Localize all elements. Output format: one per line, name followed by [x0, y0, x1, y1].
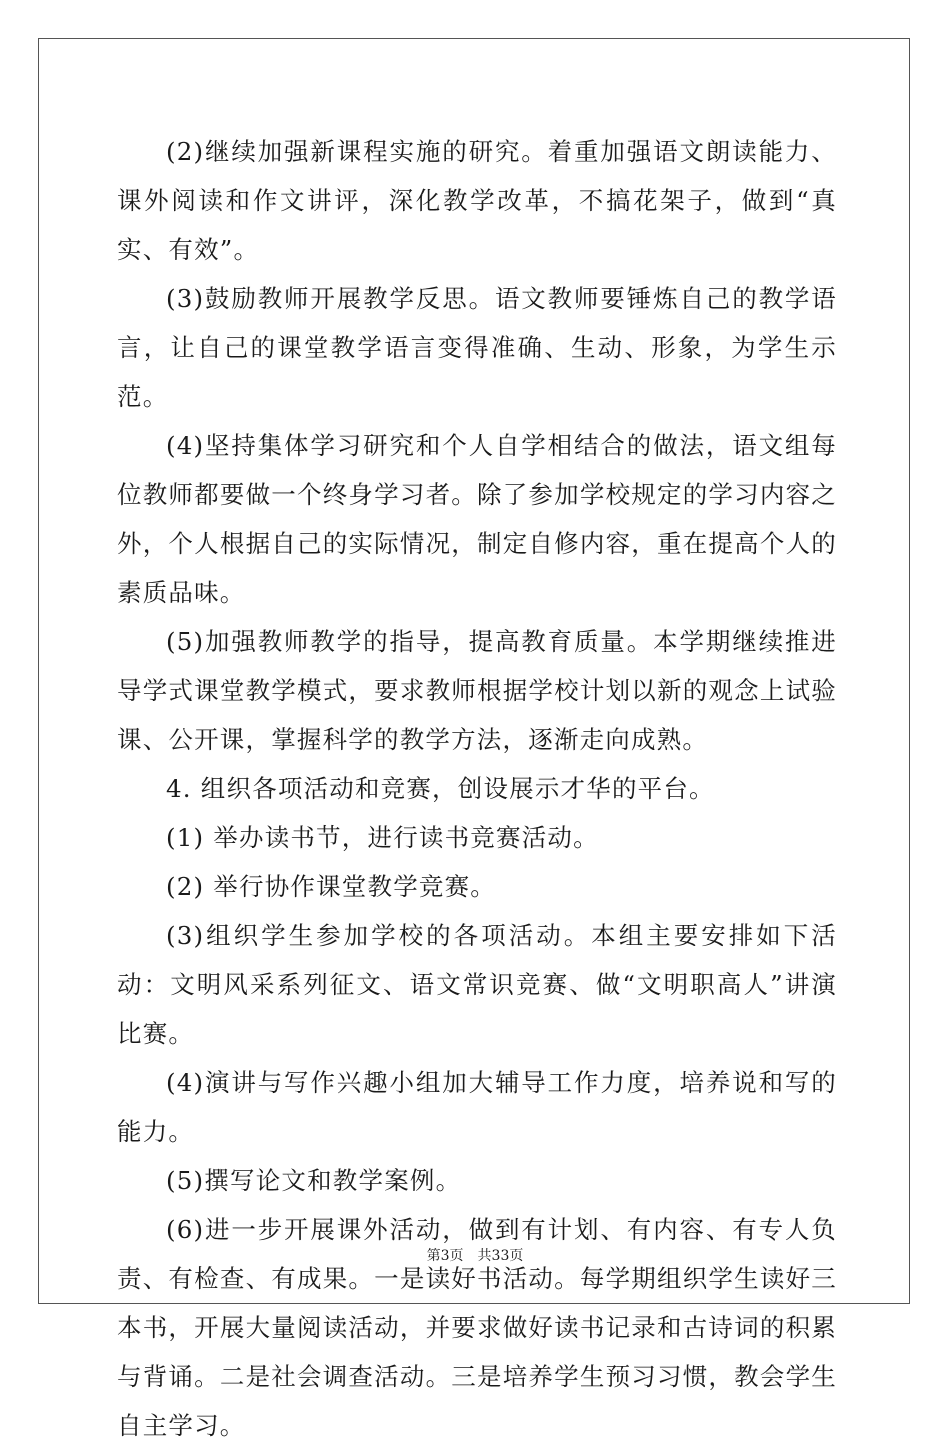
paragraph-item-2-research: (2)继续加强新课程实施的研究。着重加强语文朗读能力、课外阅读和作文讲评，深化教学改革，不搞花架子，做到“真实、有效”。: [117, 137, 837, 264]
paragraph-activity-2: (2) 举行协作课堂教学竞赛。: [166, 872, 496, 901]
page-footer: [0, 1246, 950, 1266]
paragraph-activity-4: (4)演讲与写作兴趣小组加大辅导工作力度，培养说和写的能力。: [117, 1068, 837, 1146]
paragraph-item-5-guidance: (5)加强教师教学的指导，提高教育质量。本学期继续推进导学式课堂教学模式，要求教师根据学校计划以新的观念上试验课、公开课，掌握科学的教学方法，逐渐走向成熟。: [117, 627, 837, 754]
paragraph-item-3-reflection: (3)鼓励教师开展教学反思。语文教师要锤炼自己的教学语言，让自己的课堂教学语言变得准确、生动、形象，为学生示范。: [117, 284, 837, 411]
paragraph-activity-6: (6)进一步开展课外活动，做到有计划、有内容、有专人负责、有检查、有成果。一是读好书活动。每学期组织学生读好三本书，开展大量阅读活动，并要求做好读书记录和古诗词的积累与背诵。二是社会调查活动。三是培养学生预习习惯，教会学生自主学习。: [117, 1215, 837, 1440]
paragraph-activity-5: (5)撰写论文和教学案例。: [166, 1166, 462, 1195]
section-heading-activities: 4. 组织各项活动和竞赛，创设展示才华的平台。: [166, 774, 715, 803]
page-number: 第3页: [426, 1248, 464, 1264]
paragraph-activity-1: (1) 举办读书节，进行读书竞赛活动。: [166, 823, 599, 852]
page-total: 共33页: [477, 1248, 524, 1264]
paragraph-item-4-study: (4)坚持集体学习研究和个人自学相结合的做法，语文组每位教师都要做一个终身学习者。除了参加学校规定的学习内容之外，个人根据自己的实际情况，制定自修内容，重在提高个人的素质品味。: [117, 431, 837, 607]
paragraph-activity-3: (3)组织学生参加学校的各项活动。本组主要安排如下活动：文明风采系列征文、语文常识竞赛、做“文明职高人”讲演比赛。: [117, 921, 837, 1048]
